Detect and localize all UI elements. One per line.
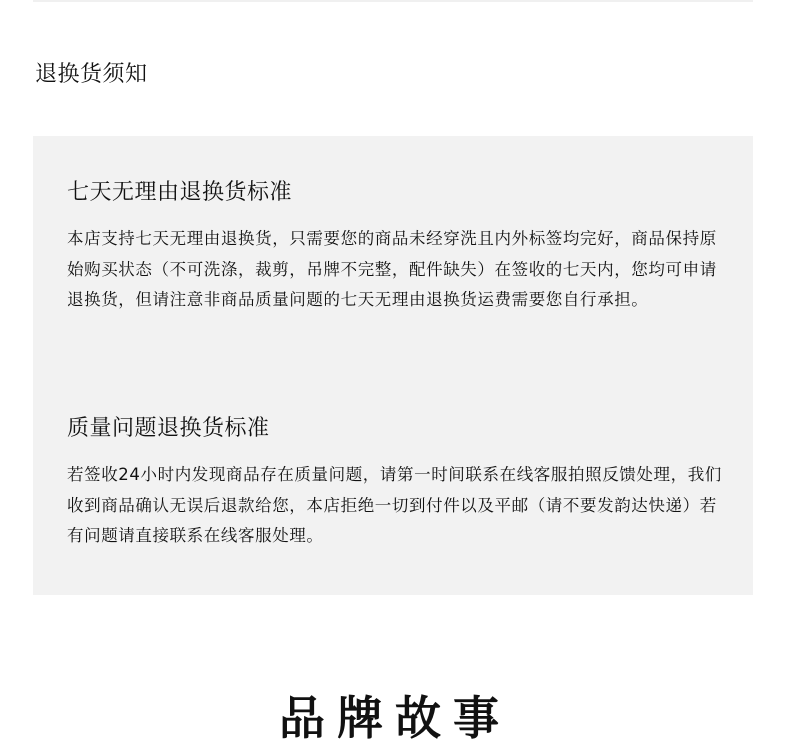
previous-card-edge bbox=[33, 0, 753, 2]
return-policy-card bbox=[33, 136, 753, 595]
seven-day-return-text: 本店支持七天无理由退换货，只需要您的商品未经穿洗且内外标签均完好，商品保持原始购买状态（不可洗涤，裁剪，吊牌不完整，配件缺失）在签收的七天内，您均可申请退换货，但请注意非商品质量问题的七天无理由退换货运费需要您自行承担。 bbox=[67, 229, 717, 309]
brand-story-title: 品牌故事 bbox=[279, 691, 511, 745]
seven-day-return-heading: 七天无理由退换货标准 bbox=[67, 180, 293, 205]
quality-return-section bbox=[67, 412, 727, 552]
quality-return-text: 若签收24小时内发现商品存在质量问题，请第一时间联系在线客服拍照反馈处理，我们收到商品确认无误后退款给您，本店拒绝一切到付件以及平邮（请不要发韵达快递）若有问题请直接联系在线客服处理。 bbox=[67, 465, 722, 545]
return-notice-title: 退换货须知 bbox=[35, 62, 148, 87]
quality-return-heading: 质量问题退换货标准 bbox=[67, 416, 270, 441]
seven-day-return-section bbox=[67, 176, 727, 316]
